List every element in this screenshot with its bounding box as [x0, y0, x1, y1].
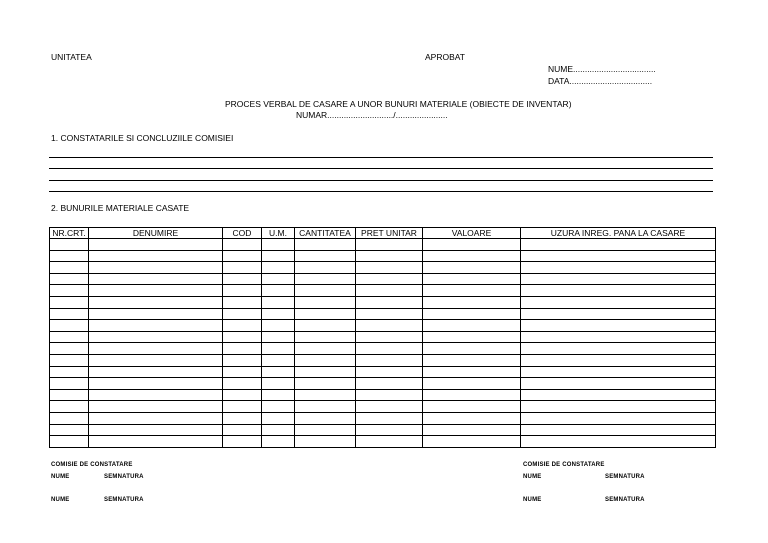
table-cell: [423, 320, 521, 332]
table-cell: [356, 273, 423, 285]
table-cell: [521, 424, 716, 436]
table-row: [50, 273, 716, 285]
unit-label: UNITATEA: [51, 52, 92, 62]
table-cell: [50, 401, 89, 413]
table-cell: [89, 366, 223, 378]
commission-label-right: COMISIE DE CONSTATARE: [523, 462, 605, 468]
table-cell: [521, 401, 716, 413]
table-cell: [89, 389, 223, 401]
table-cell: [89, 343, 223, 355]
table-cell: [50, 343, 89, 355]
table-cell: [356, 343, 423, 355]
table-cell: [423, 366, 521, 378]
table-cell: [89, 436, 223, 448]
table-cell: [223, 285, 262, 297]
table-cell: [356, 239, 423, 251]
table-cell: [356, 250, 423, 262]
table-row: [50, 366, 716, 378]
findings-line-2: [49, 168, 713, 169]
table-cell: [295, 343, 356, 355]
table-cell: [262, 378, 295, 390]
commission-label-left: COMISIE DE CONSTATARE: [51, 462, 133, 468]
table-cell: [89, 412, 223, 424]
member-name-label: NUME: [51, 474, 70, 480]
table-cell: [521, 296, 716, 308]
table-cell: [223, 320, 262, 332]
table-cell: [295, 412, 356, 424]
table-cell: [521, 308, 716, 320]
table-cell: [89, 273, 223, 285]
table-cell: [521, 389, 716, 401]
column-header: U.M.: [262, 228, 295, 239]
table-cell: [356, 331, 423, 343]
table-cell: [223, 401, 262, 413]
table-header-row: [50, 228, 716, 239]
table-cell: [50, 308, 89, 320]
table-cell: [89, 354, 223, 366]
table-row: [50, 250, 716, 262]
table-cell: [521, 378, 716, 390]
member-signature-label: SEMNATURA: [104, 497, 144, 503]
table-cell: [356, 285, 423, 297]
table-cell: [356, 366, 423, 378]
table-cell: [521, 354, 716, 366]
table-cell: [89, 250, 223, 262]
column-header: PRET UNITAR: [356, 228, 423, 239]
table-row: [50, 378, 716, 390]
table-cell: [50, 320, 89, 332]
table-cell: [423, 343, 521, 355]
table-cell: [262, 262, 295, 274]
table-cell: [423, 331, 521, 343]
table-cell: [356, 296, 423, 308]
table-cell: [423, 262, 521, 274]
table-cell: [89, 320, 223, 332]
table-cell: [295, 308, 356, 320]
findings-line-1: [49, 157, 713, 158]
member-name-label: NUME: [51, 497, 70, 503]
table-row: [50, 343, 716, 355]
findings-line-4: [49, 191, 713, 192]
table-cell: [295, 262, 356, 274]
table-row: [50, 424, 716, 436]
member-name-label: NUME: [523, 474, 542, 480]
table-cell: [89, 401, 223, 413]
table-cell: [262, 250, 295, 262]
section-2-title: 2. BUNURILE MATERIALE CASATE: [51, 203, 190, 213]
table-cell: [50, 262, 89, 274]
table-cell: [223, 366, 262, 378]
column-header: CANTITATEA: [295, 228, 356, 239]
table-cell: [223, 273, 262, 285]
table-cell: [223, 424, 262, 436]
table-cell: [521, 331, 716, 343]
table-cell: [356, 320, 423, 332]
table-cell: [223, 331, 262, 343]
table-cell: [356, 354, 423, 366]
table-row: [50, 239, 716, 251]
table-row: [50, 308, 716, 320]
table-cell: [262, 412, 295, 424]
table-cell: [89, 378, 223, 390]
table-cell: [356, 436, 423, 448]
table-cell: [356, 389, 423, 401]
table-cell: [223, 378, 262, 390]
table-cell: [295, 273, 356, 285]
table-row: [50, 262, 716, 274]
table-row: [50, 320, 716, 332]
table-cell: [50, 285, 89, 297]
member-signature-label: SEMNATURA: [104, 474, 144, 480]
table-row: [50, 412, 716, 424]
table-cell: [423, 424, 521, 436]
column-header: COD: [223, 228, 262, 239]
table-cell: [223, 389, 262, 401]
table-cell: [521, 262, 716, 274]
table-cell: [89, 239, 223, 251]
table-cell: [262, 389, 295, 401]
table-cell: [223, 436, 262, 448]
table-cell: [262, 436, 295, 448]
table-cell: [223, 250, 262, 262]
table-cell: [89, 308, 223, 320]
table-cell: [223, 343, 262, 355]
column-header: DENUMIRE: [89, 228, 223, 239]
table-cell: [50, 273, 89, 285]
table-cell: [295, 250, 356, 262]
table-cell: [521, 366, 716, 378]
table-cell: [295, 424, 356, 436]
table-cell: [223, 412, 262, 424]
approver-name-line: NUME...................................: [548, 64, 656, 74]
table-cell: [423, 436, 521, 448]
table-cell: [223, 354, 262, 366]
table-row: [50, 296, 716, 308]
table-cell: [521, 239, 716, 251]
table-row: [50, 354, 716, 366]
table-cell: [521, 343, 716, 355]
table-cell: [89, 424, 223, 436]
table-cell: [295, 320, 356, 332]
member-name-label: NUME: [523, 497, 542, 503]
table-cell: [423, 354, 521, 366]
member-signature-label: SEMNATURA: [605, 497, 645, 503]
table-cell: [262, 320, 295, 332]
table-cell: [262, 331, 295, 343]
table-cell: [262, 308, 295, 320]
table-cell: [223, 296, 262, 308]
table-row: [50, 389, 716, 401]
table-cell: [521, 320, 716, 332]
table-cell: [262, 424, 295, 436]
approved-label: APROBAT: [425, 52, 465, 62]
table-cell: [295, 389, 356, 401]
table-cell: [262, 285, 295, 297]
table-cell: [262, 273, 295, 285]
table-cell: [50, 296, 89, 308]
table-cell: [223, 262, 262, 274]
table-cell: [50, 378, 89, 390]
table-cell: [50, 239, 89, 251]
table-cell: [423, 378, 521, 390]
table-row: [50, 436, 716, 448]
table-cell: [521, 412, 716, 424]
column-header: VALOARE: [423, 228, 521, 239]
table-cell: [262, 401, 295, 413]
table-row: [50, 285, 716, 297]
table-cell: [295, 378, 356, 390]
table-cell: [423, 308, 521, 320]
table-cell: [50, 424, 89, 436]
table-cell: [89, 262, 223, 274]
section-1-title: 1. CONSTATARILE SI CONCLUZIILE COMISIEI: [51, 133, 234, 143]
table-cell: [423, 412, 521, 424]
table-cell: [50, 354, 89, 366]
table-cell: [521, 285, 716, 297]
table-cell: [262, 296, 295, 308]
table-cell: [356, 401, 423, 413]
findings-line-3: [49, 180, 713, 181]
document-number-line: NUMAR............................/......................: [296, 110, 448, 120]
table-cell: [423, 296, 521, 308]
table-cell: [356, 308, 423, 320]
table-cell: [295, 366, 356, 378]
table-cell: [423, 250, 521, 262]
table-cell: [295, 331, 356, 343]
table-cell: [262, 354, 295, 366]
table-cell: [50, 331, 89, 343]
document-title: PROCES VERBAL DE CASARE A UNOR BUNURI MATERIALE (OBIECTE DE INVENTAR): [225, 99, 572, 109]
table-cell: [423, 273, 521, 285]
table-cell: [50, 250, 89, 262]
member-signature-label: SEMNATURA: [605, 474, 645, 480]
table-cell: [89, 285, 223, 297]
table-cell: [50, 412, 89, 424]
column-header: UZURA INREG. PANA LA CASARE: [521, 228, 716, 239]
column-header: NR.CRT.: [50, 228, 89, 239]
table-cell: [50, 389, 89, 401]
table-cell: [423, 285, 521, 297]
table-cell: [423, 389, 521, 401]
table-cell: [262, 239, 295, 251]
table-cell: [295, 436, 356, 448]
table-cell: [521, 273, 716, 285]
table-cell: [295, 354, 356, 366]
table-cell: [295, 239, 356, 251]
table-cell: [423, 401, 521, 413]
scrapped-items-table: [49, 227, 716, 448]
table-cell: [356, 412, 423, 424]
table-cell: [356, 262, 423, 274]
table-cell: [521, 436, 716, 448]
table-cell: [295, 296, 356, 308]
table-cell: [262, 366, 295, 378]
table-cell: [356, 378, 423, 390]
table-cell: [89, 296, 223, 308]
table-cell: [223, 239, 262, 251]
table-row: [50, 401, 716, 413]
table-cell: [50, 436, 89, 448]
table-cell: [262, 343, 295, 355]
table-row: [50, 331, 716, 343]
table-cell: [295, 285, 356, 297]
table-cell: [223, 308, 262, 320]
table-cell: [295, 401, 356, 413]
table-cell: [356, 424, 423, 436]
table-cell: [50, 366, 89, 378]
approval-date-line: DATA...................................: [548, 76, 653, 86]
table-cell: [423, 239, 521, 251]
table-cell: [521, 250, 716, 262]
table-cell: [89, 331, 223, 343]
